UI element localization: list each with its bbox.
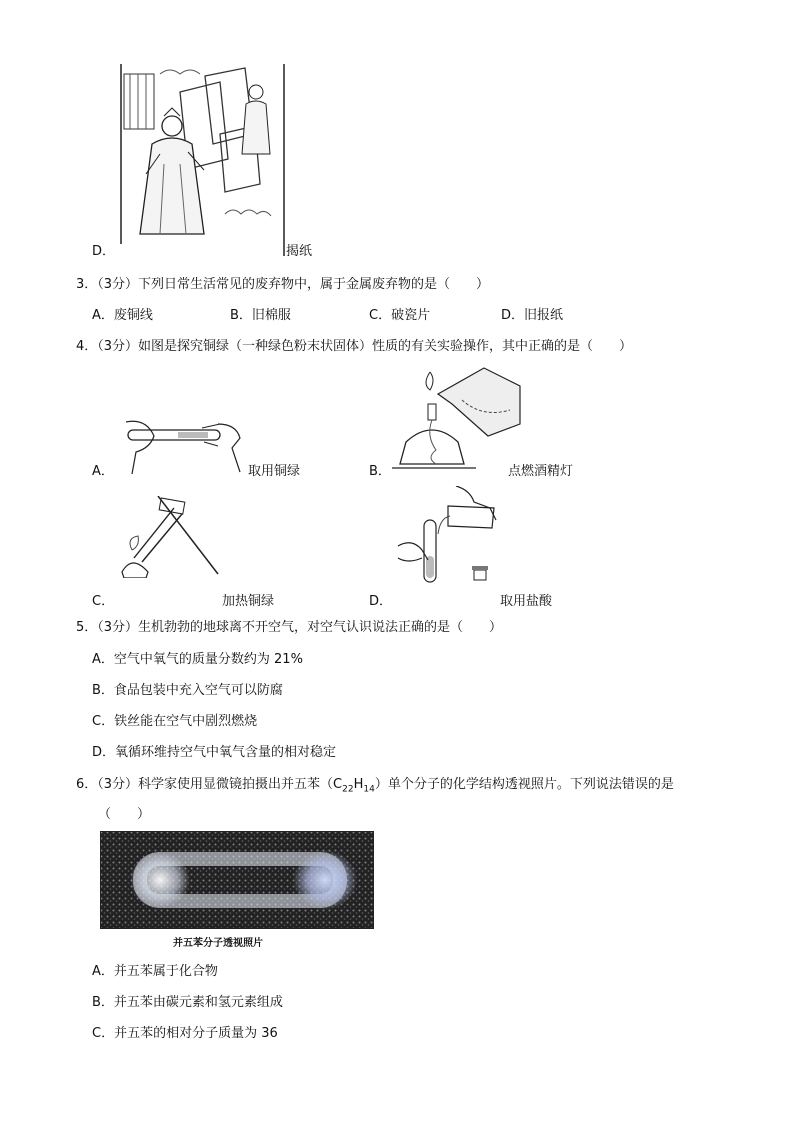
q6-option-a: A．并五苯属于化合物 <box>92 964 218 979</box>
q6-photo-caption: 并五苯分子透视照片 <box>173 938 263 949</box>
q5-option-d: D．氧循环维持空气中氧气含量的相对稳定 <box>92 745 337 760</box>
q3-option-d: D．旧报纸 <box>501 308 564 323</box>
q4-c-caption: 加热铜绿 <box>222 594 275 609</box>
q3-option-c: C．破瓷片 <box>369 308 431 323</box>
q5-option-b: B．食品包装中充入空气可以防腐 <box>92 683 283 698</box>
hands-test-tube-figure <box>118 418 248 474</box>
q4-a-caption: 取用铜绿 <box>248 464 301 479</box>
q4-c-letter: C． <box>92 594 115 609</box>
heating-test-tube-figure <box>114 496 224 578</box>
pentacene-photo <box>100 831 374 929</box>
q3-stem: 3．（3分）下列日常生活常见的废弃物中，属于金属废弃物的是（ ） <box>76 277 490 292</box>
q4-stem: 4．（3分）如图是探究铜绿（一种绿色粉末状固体）性质的有关实验操作，其中正确的是（ ） <box>76 339 633 354</box>
q2-option-d-text: 揭纸 <box>286 244 313 259</box>
q6-answer-paren: （ ） <box>98 807 151 822</box>
q4-b-caption: 点燃酒精灯 <box>508 464 574 479</box>
q3-option-a: A．废铜线 <box>92 308 153 323</box>
q6-option-c: C．并五苯的相对分子质量为 36 <box>92 1026 278 1041</box>
q5-option-a: A．空气中氧气的质量分数约为 21% <box>92 652 303 667</box>
q6-formula-h: H <box>353 777 364 792</box>
q6-stem-part2: ）单个分子的化学结构透视照片。下列说法错误的是 <box>374 777 674 792</box>
q6-stem <box>76 773 674 795</box>
q4-b-letter: B． <box>369 464 391 479</box>
q5-option-c: C．铁丝能在空气中剧烈燃烧 <box>92 714 258 729</box>
q4-d-letter: D． <box>369 594 393 609</box>
q6-formula-sub1: 22 <box>342 784 354 795</box>
q5-stem: 5．（3分）生机勃勃的地球离不开空气，对空气认识说法正确的是（ ） <box>76 620 503 635</box>
papermaking-illustration <box>120 64 286 256</box>
q2-option-d-letter: D． <box>92 244 116 259</box>
q6-formula-sub2: 14 <box>363 784 375 795</box>
q4-a-letter: A． <box>92 464 114 479</box>
q6-stem-part1: 6．（3分）科学家使用显微镜拍摄出并五苯（C <box>76 777 343 792</box>
pouring-acid-figure <box>396 486 500 584</box>
q3-option-b: B．旧棉服 <box>230 308 291 323</box>
q6-option-b: B．并五苯由碳元素和氢元素组成 <box>92 995 283 1010</box>
q4-d-caption: 取用盐酸 <box>500 594 553 609</box>
